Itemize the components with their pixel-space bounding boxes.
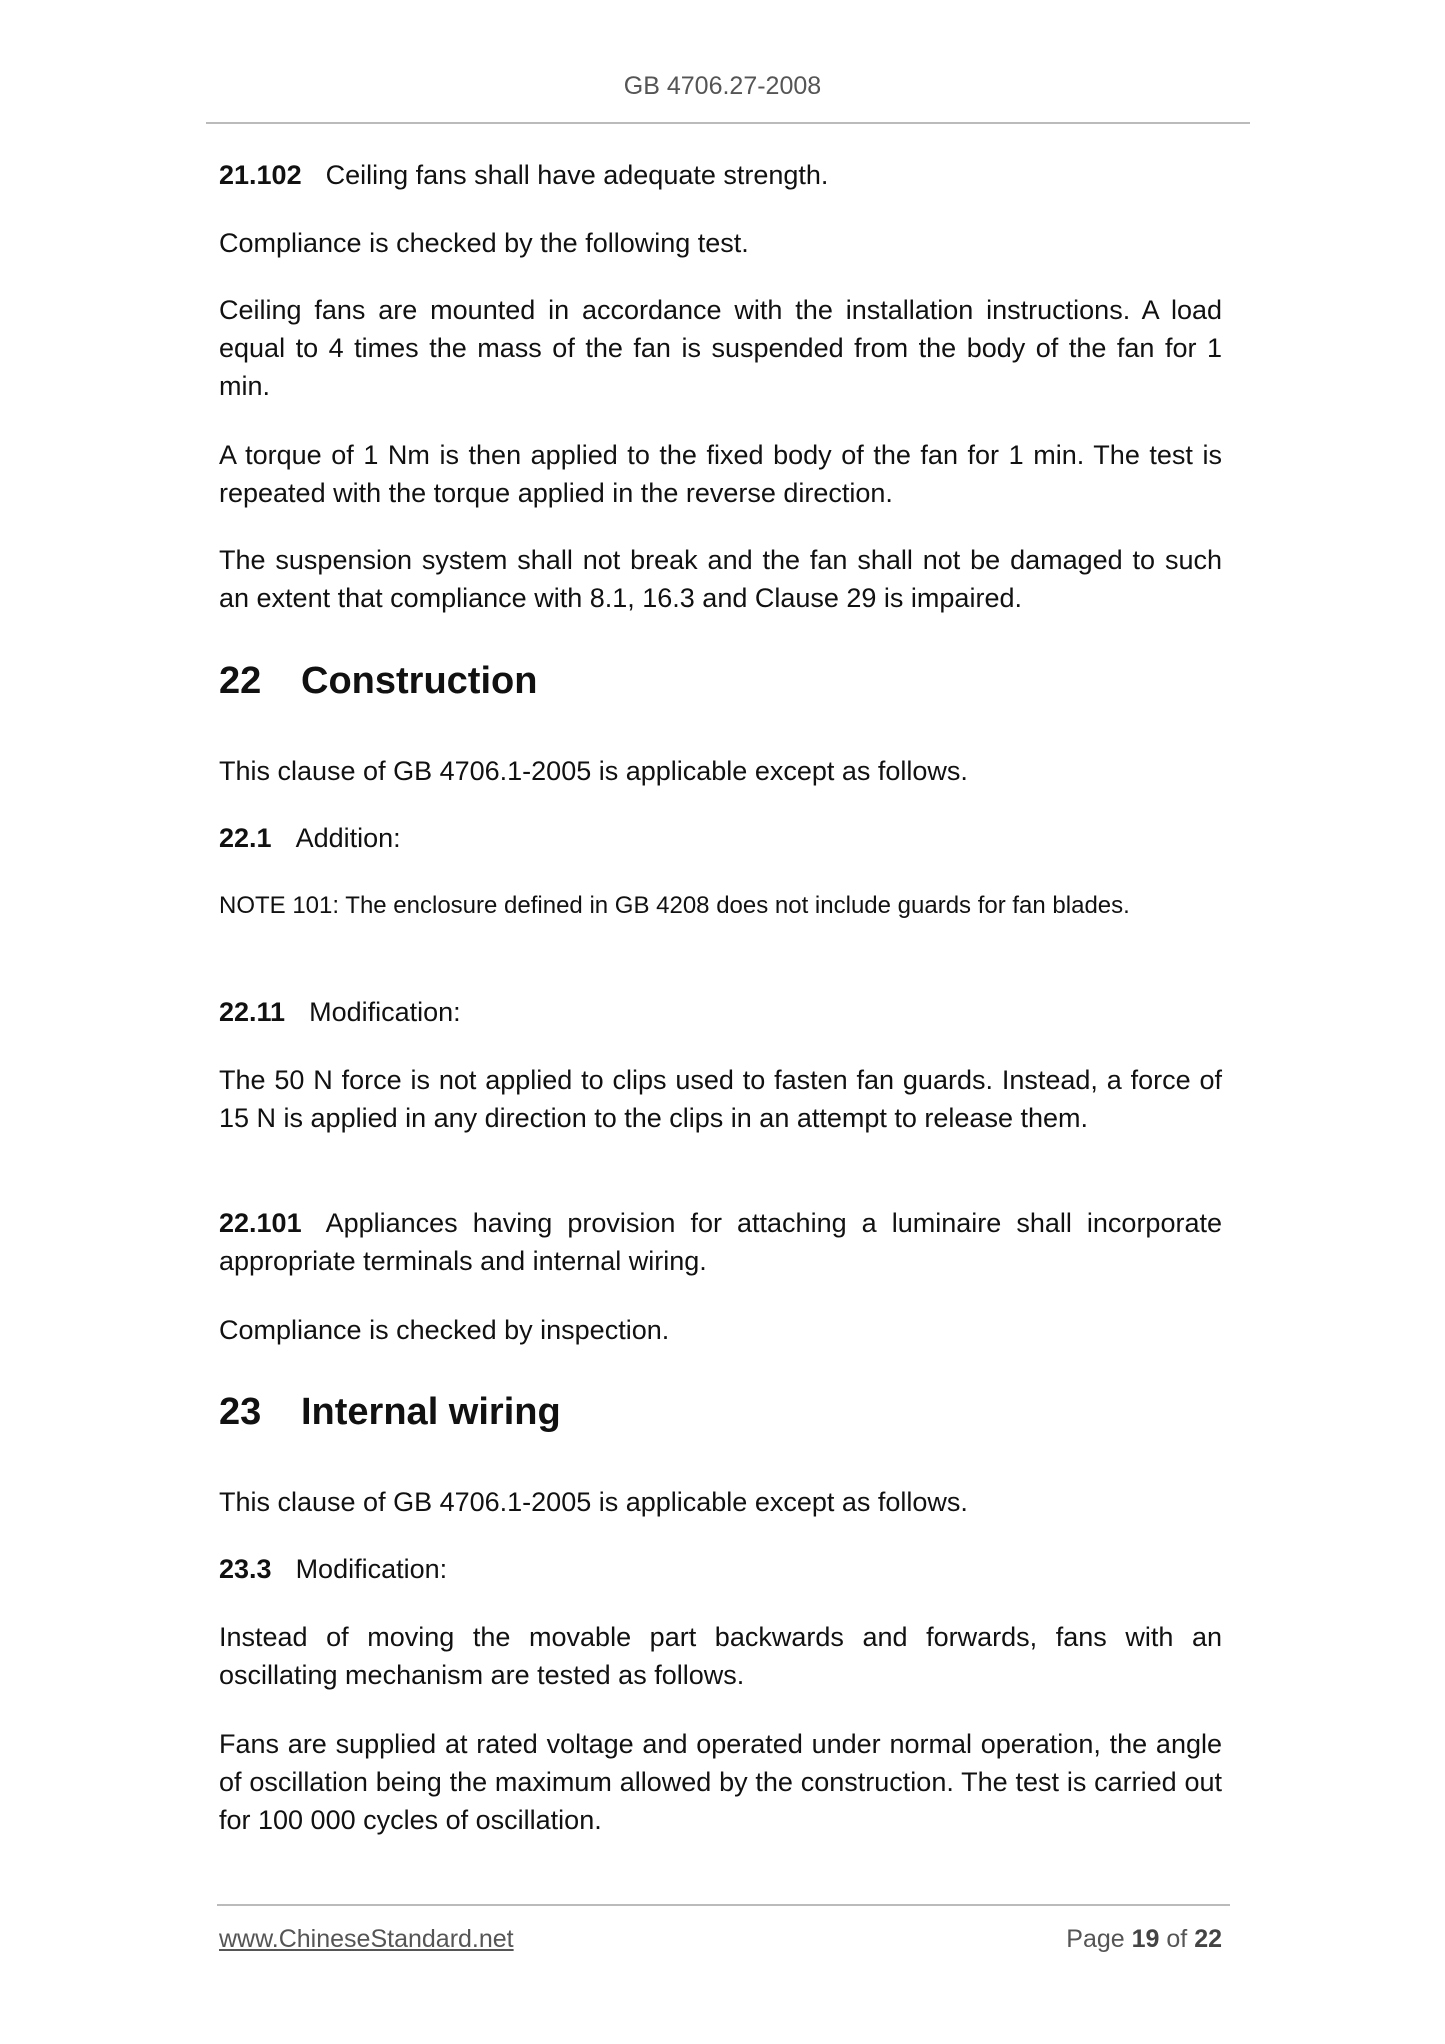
clause-23-3 [219, 1550, 1222, 1588]
page-number: 19 [1131, 1925, 1160, 1953]
paragraph: Compliance is checked by inspection. [219, 1315, 670, 1345]
paragraph: A torque of 1 Nm is then applied to the fixed body of the fan for 1 min. The test is repeated with the torque applied in the reverse direction. [219, 440, 1222, 508]
paragraph: Compliance is checked by the following test. [219, 228, 749, 258]
paragraph: The suspension system shall not break and the fan shall not be damaged to such an extent that compliance with 8.1, 16.3 and Clause 29 is impaired. [219, 545, 1222, 613]
clause-text: Appliances having provision for attaching a luminaire shall incorporate appropriate terminals and internal wiring. [219, 1208, 1222, 1276]
clause-number: 22.11 [219, 997, 286, 1027]
section-heading-22 [219, 660, 537, 703]
paragraph: This clause of GB 4706.1-2005 is applicable except as follows. [219, 756, 968, 786]
paragraph: This clause of GB 4706.1-2005 is applicable except as follows. [219, 1487, 968, 1517]
paragraph: Fans are supplied at rated voltage and operated under normal operation, the angle of oscillation being the maximum allowed by the construction. The test is carried out for 100 000 cycles of oscillation. [219, 1729, 1222, 1835]
paragraph: The 50 N force is not applied to clips used to fasten fan guards. Instead, a force of 15 N is applied in any direction to the clips in an attempt to release them. [219, 1065, 1222, 1133]
clause-number: 23.3 [219, 1554, 272, 1584]
clause-21-102 [219, 156, 1222, 194]
website-link[interactable]: www.ChineseStandard.net [219, 1925, 514, 1953]
clause-22-11 [219, 993, 1222, 1031]
section-number: 23 [219, 1391, 262, 1433]
of-label: of [1166, 1925, 1188, 1953]
paragraph: Ceiling fans are mounted in accordance with the installation instructions. A load equal to 4 times the mass of the fan is suspended from the body of the fan for 1 min. [219, 295, 1222, 401]
section-number: 22 [219, 660, 262, 702]
clause-22-1 [219, 819, 1222, 857]
clause-text: Modification: [309, 997, 461, 1027]
section-title: Construction [301, 660, 538, 702]
clause-number: 22.1 [219, 823, 272, 853]
clause-text: Addition: [295, 823, 401, 853]
page-indicator [1066, 1925, 1222, 1954]
section-heading-23 [219, 1391, 561, 1434]
page-total: 22 [1194, 1925, 1222, 1953]
header-doc-id: GB 4706.27-2008 [623, 72, 822, 100]
clause-number: 22.101 [219, 1208, 302, 1238]
header-divider [206, 122, 1250, 124]
paragraph: Instead of moving the movable part backwards and forwards, fans with an oscillating mechanism are tested as follows. [219, 1622, 1222, 1690]
footer-link-wrap [219, 1925, 514, 1954]
clause-number: 21.102 [219, 160, 302, 190]
clause-text: Modification: [295, 1554, 448, 1584]
clause-text: Ceiling fans shall have adequate strength. [325, 160, 829, 190]
note-101: NOTE 101: The enclosure defined in GB 4208 does not include guards for fan blades. [219, 892, 1130, 919]
section-title: Internal wiring [301, 1391, 561, 1433]
footer-divider [217, 1904, 1230, 1906]
page-label: Page [1066, 1925, 1125, 1953]
clause-22-101 [219, 1204, 1222, 1280]
